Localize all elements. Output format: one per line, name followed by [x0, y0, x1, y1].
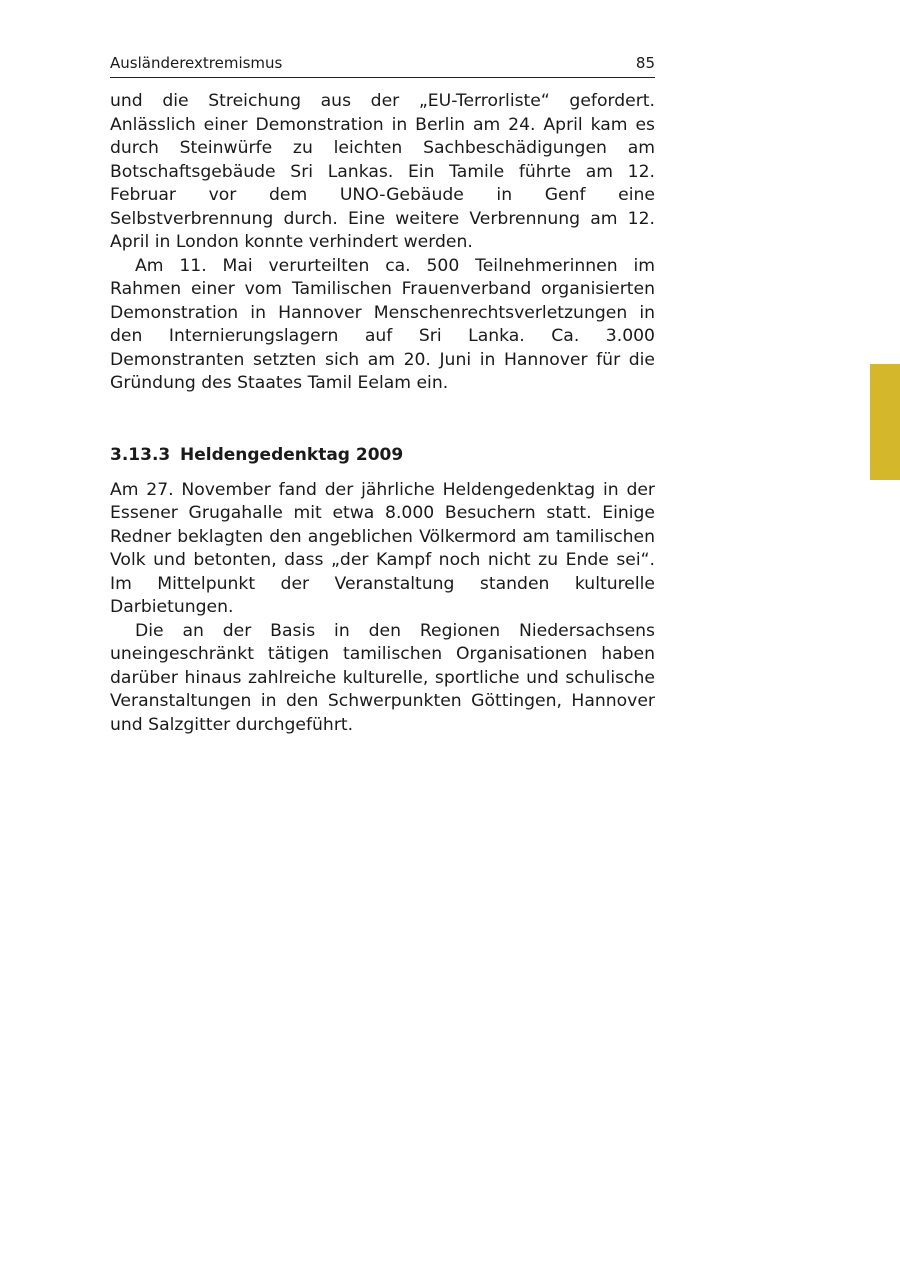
section-heading: [110, 443, 655, 467]
chapter-thumb-tab: [870, 364, 900, 480]
body-paragraph: Am 11. Mai verurteilten ca. 500 Teilnehmerinnen im Rahmen einer vom Tamilischen Frauenverband organisierten Demonstration in Hannover Menschenrechtsverletzungen in den Internierungslagern auf Sri Lanka. Ca. 3.000 Demonstranten setzten sich am 20. Juni in Hannover für die Gründung des Staates Tamil Eelam ein.: [110, 255, 655, 393]
page-number: 85: [635, 54, 655, 72]
running-title: Ausländerextremismus: [110, 54, 283, 72]
running-header: [110, 53, 655, 78]
body-paragraph: Die an der Basis in den Regionen Niedersachsens uneingeschränkt tätigen tamilischen Organisationen haben darüber hinaus zahlreiche kulturelle, sportliche und schulische Veranstaltungen in den Schwerpunkten Göttingen, Hannover und Salzgitter durchgeführt.: [110, 620, 655, 735]
section-number: 3.13.3: [110, 444, 171, 465]
section-title: Heldengedenktag 2009: [180, 444, 404, 465]
body-paragraph: und die Streichung aus der „EU-Terrorliste“ gefordert. Anlässlich einer Demonstration in Berlin am 24. April kam es durch Steinwürfe zu leichten Sachbeschädigungen am Botschaftsgebäude Sri Lankas. Ein Tamile führte am 12. Februar vor dem UNO-Gebäude in Genf eine Selbstverbrennung durch. Eine weitere Verbrennung am 12. April in London konnte verhindert werden.: [110, 91, 655, 252]
page-body: [110, 90, 655, 737]
body-paragraph: Am 27. November fand der jährliche Heldengedenktag in der Essener Grugahalle mit etwa 8.000 Besuchern statt. Einige Redner beklagten den angeblichen Völkermord am tamilischen Volk und betonten, dass „der Kampf noch nicht zu Ende sei“. Im Mittelpunkt der Veranstaltung standen kulturelle Darbietungen.: [110, 479, 655, 617]
